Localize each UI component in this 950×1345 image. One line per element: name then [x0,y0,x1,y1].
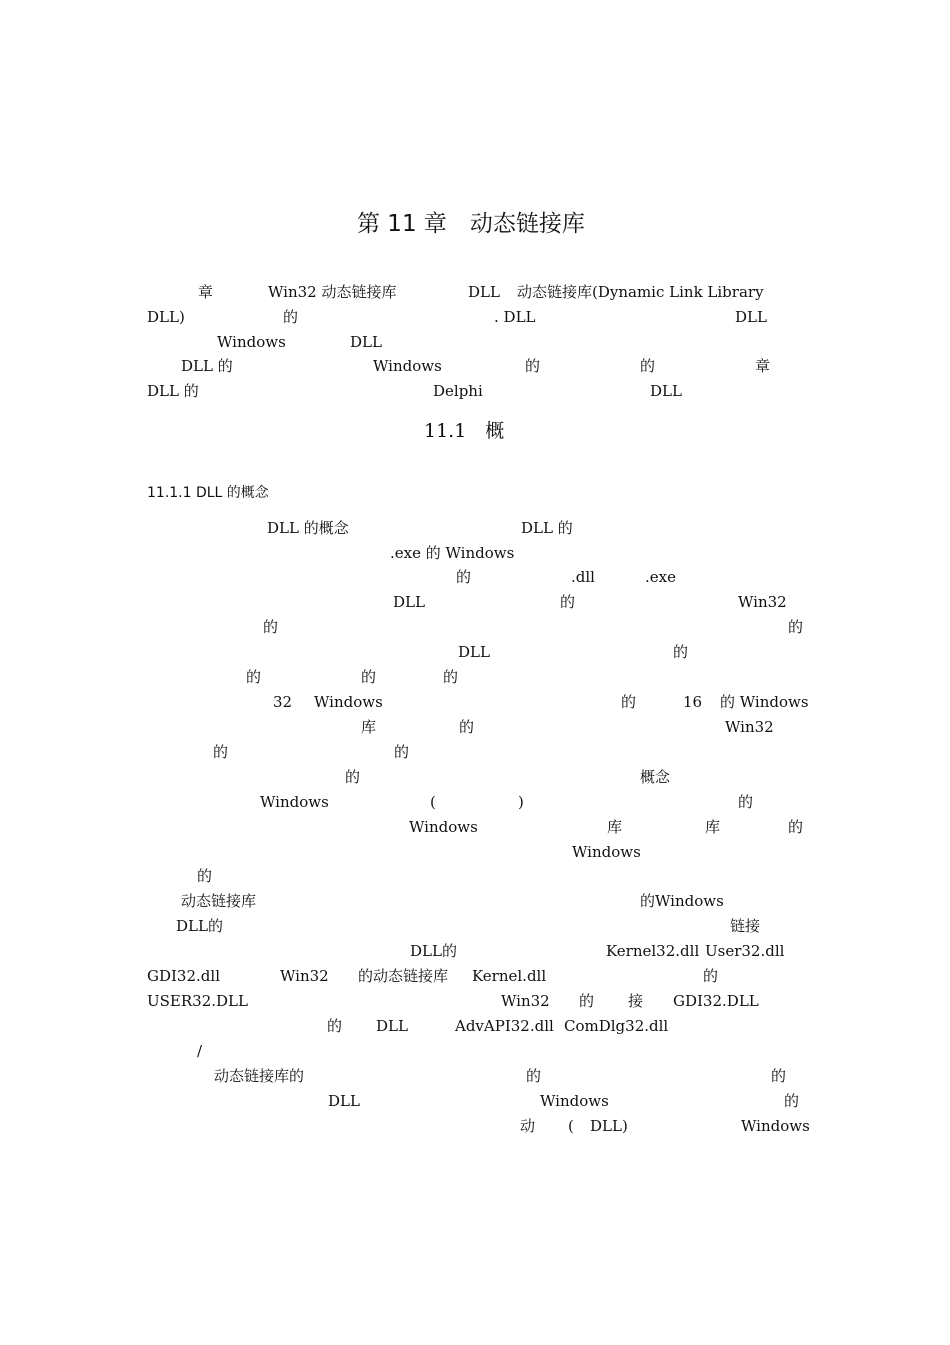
text-fragment: 的 [246,668,262,686]
text-fragment: 的 [784,1092,800,1110]
text-fragment: DLL [328,1092,360,1110]
text-fragment: 动态链接库的 [214,1067,305,1085]
text-fragment: 的 [640,357,656,375]
text-fragment: / [197,1042,203,1060]
text-fragment: AdvAPI32.dll [455,1017,554,1035]
text-fragment: 的 [673,643,689,661]
text-fragment: Win32 动态链接库 [268,283,397,301]
text-fragment: Windows [540,1092,609,1110]
text-fragment: 库 [705,818,721,836]
text-fragment: User32.dll [705,942,785,960]
text-fragment: DLL 的 [181,357,233,375]
text-fragment: 的 [771,1067,787,1085]
text-fragment: .exe [645,568,676,586]
text-fragment: 链接 [730,917,761,935]
text-fragment: DLL [376,1017,408,1035]
text-fragment: 的 [213,743,229,761]
text-fragment: ( [568,1117,574,1135]
text-fragment: .exe 的 Windows [390,544,515,562]
text-fragment: DLL的 [176,917,223,935]
text-fragment: DLL 的 [521,519,573,537]
text-fragment: Windows [217,333,286,351]
text-fragment: 动 [520,1117,536,1135]
text-fragment: 的 [394,743,410,761]
text-fragment: 接 [628,992,644,1010]
text-fragment: DLL 的概念 [267,519,349,537]
text-fragment: 库 [607,818,623,836]
text-fragment: Kernel.dll [472,967,547,985]
text-fragment: 动态链接库(Dynamic Link Library [517,283,764,301]
text-fragment: 的 Windows [720,693,809,711]
text-fragment: 的 [263,618,279,636]
text-fragment: 16 [683,693,703,711]
text-fragment: . DLL [494,308,536,326]
text-fragment: ) [518,793,524,811]
text-fragment: 的Windows [640,892,724,910]
text-fragment: Kernel32.dll [606,942,700,960]
text-fragment: 的 [443,668,459,686]
text-fragment: USER32.DLL [147,992,248,1010]
text-fragment: DLL) [147,308,185,326]
text-fragment: 的 [788,618,804,636]
text-fragment: Windows [260,793,329,811]
text-fragment: Windows [314,693,383,711]
text-fragment: Windows [409,818,478,836]
text-fragment: 32 [273,693,293,711]
text-fragment: 的 [345,768,361,786]
text-fragment: 的 [560,593,576,611]
text-fragment: .dll [571,568,595,586]
text-fragment: 的 [526,1067,542,1085]
text-fragment: ComDlg32.dll [564,1017,669,1035]
text-fragment: DLL [393,593,425,611]
text-fragment: DLL的 [410,942,457,960]
text-fragment: Win32 [280,967,329,985]
text-fragment: 章 [755,357,771,375]
text-fragment: GDI32.DLL [673,992,759,1010]
text-fragment: GDI32.dll [147,967,220,985]
text-fragment: 的 [579,992,595,1010]
text-fragment: 的 [327,1017,343,1035]
text-fragment: DLL 的 [147,382,199,400]
text-fragment: 的 [621,693,637,711]
chapter-title: 第 11 章 动态链接库 [357,211,585,237]
text-fragment: Delphi [433,382,483,400]
text-fragment: 的 [361,668,377,686]
text-fragment: 的 [738,793,754,811]
text-fragment: Win32 [725,718,774,736]
text-fragment: 的 [459,718,475,736]
section-title: 11.1 概 [424,420,505,442]
text-fragment: ( [430,793,436,811]
text-fragment: Windows [572,843,641,861]
text-fragment: Win32 [738,593,787,611]
text-fragment: 的 [283,308,299,326]
text-fragment: DLL [458,643,490,661]
text-fragment: DLL [650,382,682,400]
text-fragment: 的 [703,967,719,985]
text-fragment: DLL [350,333,382,351]
subsection-title: 11.1.1 DLL 的概念 [147,485,269,501]
text-fragment: DLL) [590,1117,628,1135]
text-fragment: 章 [198,283,214,301]
text-fragment: 库 [361,718,377,736]
text-fragment: 的动态链接库 [358,967,449,985]
text-fragment: 概念 [640,768,671,786]
text-fragment: Windows [741,1117,810,1135]
text-fragment: 的 [197,867,213,885]
text-fragment: 的 [456,568,472,586]
text-fragment: 的 [525,357,541,375]
text-fragment: 动态链接库 [181,892,257,910]
text-fragment: DLL [468,283,500,301]
text-fragment: Win32 [501,992,550,1010]
text-fragment: 的 [788,818,804,836]
text-fragment: Windows [373,357,442,375]
text-fragment: DLL [735,308,767,326]
